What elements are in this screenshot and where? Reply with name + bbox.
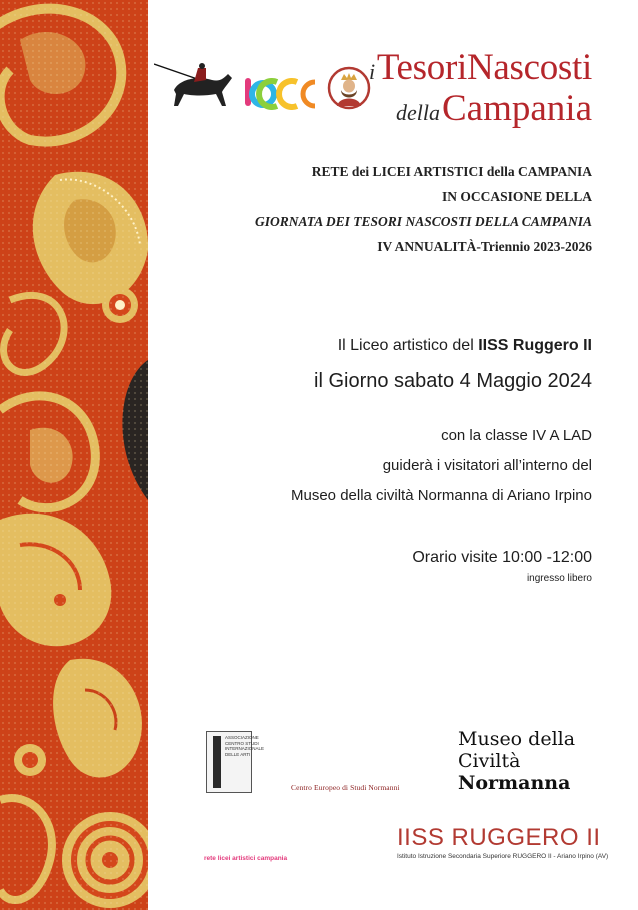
museum-logo-line-2: Civiltà <box>458 750 521 772</box>
school-name: IISS Ruggero II <box>478 337 592 354</box>
arts-association-badge <box>206 731 265 793</box>
museum-logo <box>458 728 575 794</box>
museum-logo-line-1: Museo della <box>458 728 576 750</box>
badge-text: ASSOCIAZIONE CENTRO STUDI INTERNAZIONALE DELLE ARTI <box>225 735 265 757</box>
page-subtitle <box>396 87 592 130</box>
rlac-logo <box>243 72 323 110</box>
class-line: con la classe IV A LAD <box>441 427 592 444</box>
iiss-logo-subtitle: Istituto Istruzione Secondaria Superiore RUGGERO II - Ariano Irpino (AV) <box>397 853 609 860</box>
intro-line-4: IV ANNUALITÀ-Triennio 2023-2026 <box>377 239 592 254</box>
intro-line-3: GIORNATA DEI TESORI NASCOSTI DELLA CAMPANIA <box>255 214 592 229</box>
subtitle-main: Campania <box>441 88 592 129</box>
rlac-logo-text: rete licei artistici campania <box>204 855 288 862</box>
free-entry-note: ingresso libero <box>526 573 592 584</box>
embroidery-decoration <box>0 0 148 910</box>
title-main: TesoriNascosti <box>376 47 592 88</box>
event-date: il Giorno sabato 4 Maggio 2024 <box>314 370 592 392</box>
museum-line: Museo della civiltà Normanna di Ariano Irpino <box>291 487 592 504</box>
iiss-logo-title: IISS RUGGERO II <box>397 824 601 851</box>
subtitle-prefix: della <box>395 100 440 125</box>
title-prefix: i <box>369 59 375 84</box>
guide-line: guiderà i visitatori all’interno del <box>382 457 592 474</box>
cesn-logo-text: Centro Europeo di Studi Normanni <box>291 783 400 792</box>
horseman-icon <box>154 60 238 110</box>
school-line <box>338 337 592 355</box>
museum-logo-line-3: Normanna <box>458 772 571 794</box>
intro-line-1: RETE dei LICEI ARTISTICI della CAMPANIA <box>311 164 592 179</box>
visit-hours: Orario visite 10:00 -12:00 <box>412 549 592 566</box>
page-title <box>369 46 592 89</box>
sword-icon <box>213 736 221 788</box>
king-emblem-icon <box>327 66 371 110</box>
intro-line-2: IN OCCASIONE DELLA <box>441 189 592 204</box>
school-prefix: Il Liceo artistico del <box>337 337 479 354</box>
